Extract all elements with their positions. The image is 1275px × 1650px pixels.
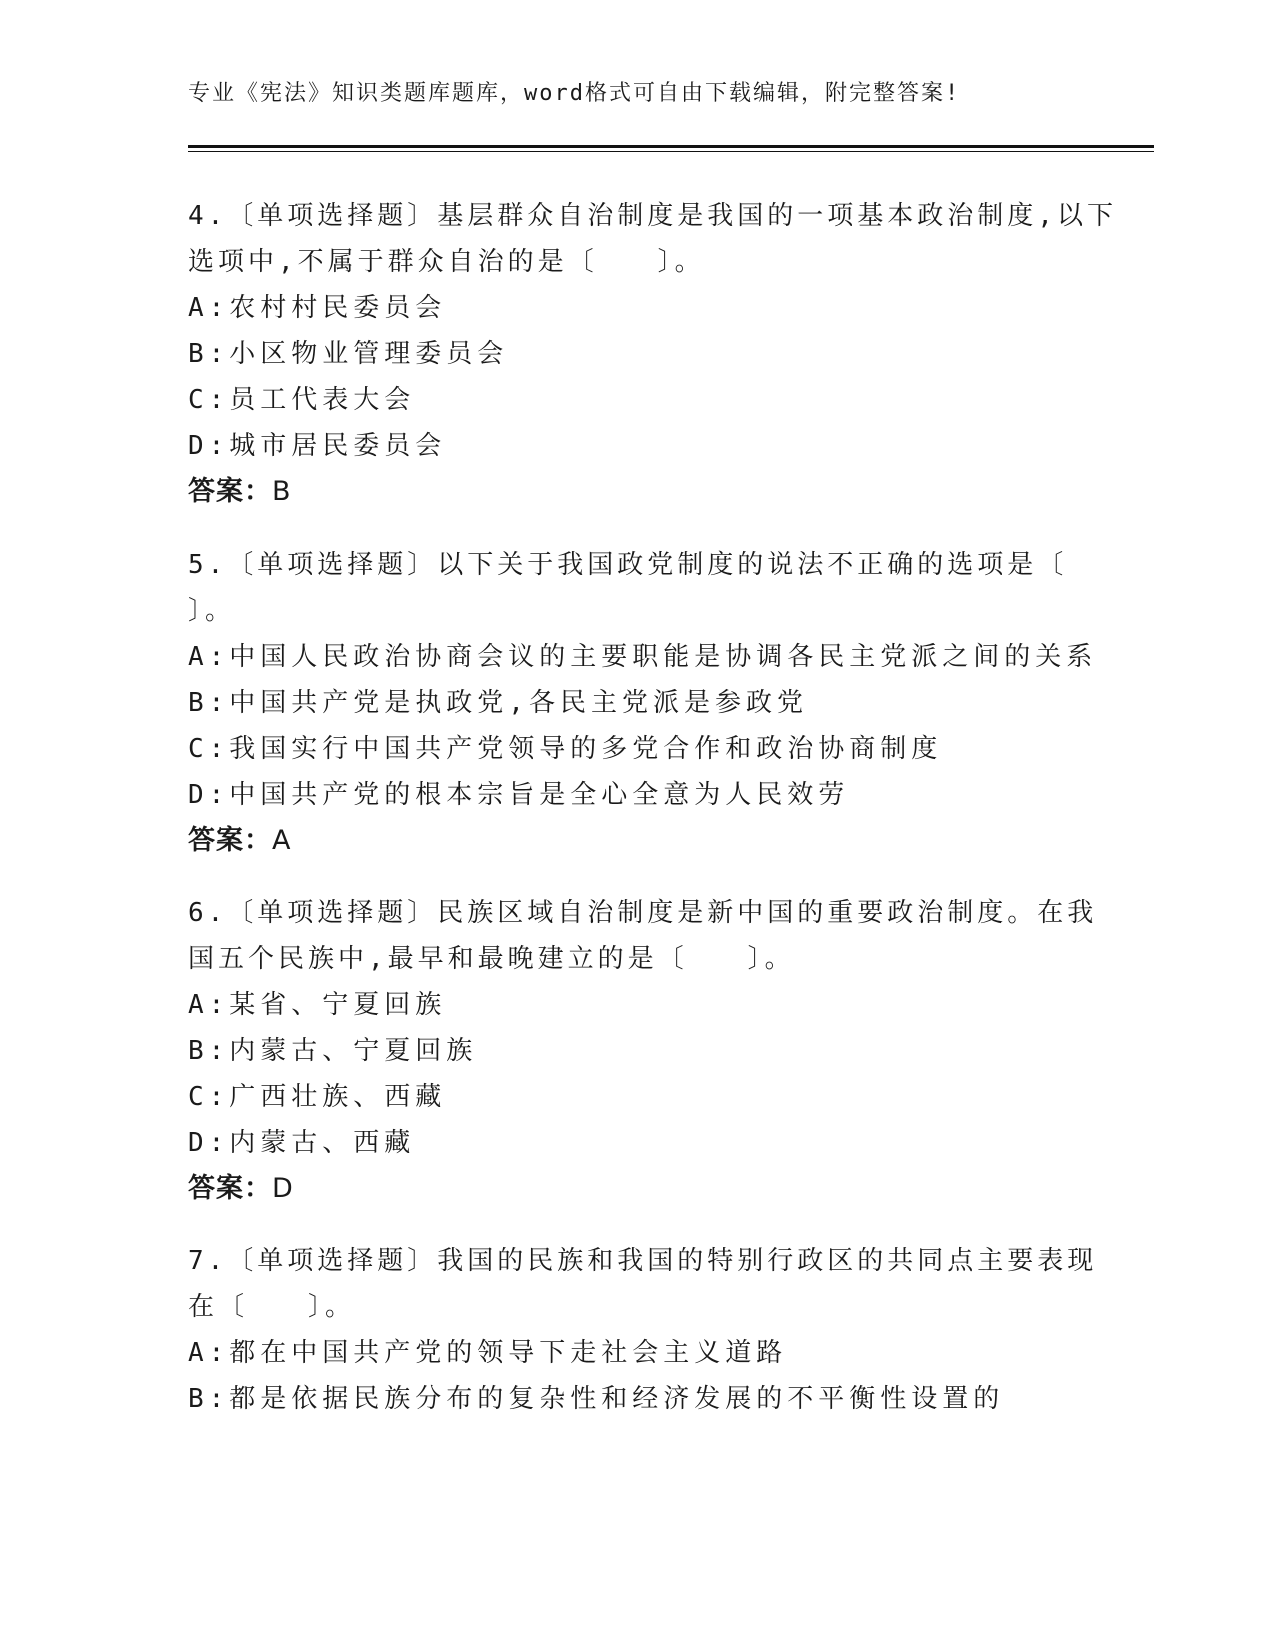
- answer-value: A: [272, 825, 292, 856]
- question-7: [188, 1238, 1098, 1422]
- answer-label: 答案：: [188, 825, 272, 856]
- question-stem-line: 〕。: [188, 596, 236, 626]
- question-stem-line: 5.〔单项选择题〕以下关于我国政党制度的说法不正确的选项是〔: [188, 550, 1068, 580]
- option-a: A:都在中国共产党的领导下走社会主义道路: [188, 1338, 788, 1368]
- header-divider-thin: [188, 151, 1154, 152]
- option-a: A:某省、宁夏回族: [188, 990, 447, 1020]
- question-4: [188, 193, 1117, 515]
- answer: [188, 1166, 1088, 1212]
- option-d: D:城市居民委员会: [188, 431, 447, 461]
- option-c: C:广西壮族、西藏: [188, 1082, 447, 1112]
- option-b: B:小区物业管理委员会: [188, 339, 509, 369]
- question-stem-line: 4.〔单项选择题〕基层群众自治制度是我国的一项基本政治制度,以下: [188, 201, 1117, 231]
- page-header: 专业《宪法》知识类题库题库，word格式可自由下载编辑，附完整答案!: [188, 81, 961, 106]
- question-stem-line: 7.〔单项选择题〕我国的民族和我国的特别行政区的共同点主要表现: [188, 1246, 1098, 1276]
- question-stem-line: 国五个民族中,最早和最晚建立的是〔 〕。: [188, 944, 795, 974]
- answer-label: 答案：: [188, 476, 272, 507]
- header-divider-thick: [188, 145, 1154, 148]
- question-stem-line: 在〔 〕。: [188, 1292, 356, 1322]
- question-stem-line: 选项中,不属于群众自治的是〔 〕。: [188, 247, 705, 277]
- answer: [188, 469, 1088, 515]
- option-c: C:员工代表大会: [188, 385, 416, 415]
- answer: [188, 818, 1088, 864]
- question-6: [188, 890, 1098, 1212]
- answer-label: 答案：: [188, 1173, 272, 1204]
- answer-value: B: [272, 476, 292, 507]
- option-c: C:我国实行中国共产党领导的多党合作和政治协商制度: [188, 734, 943, 764]
- option-b: B:中国共产党是执政党,各民主党派是参政党: [188, 688, 808, 718]
- option-a: A:农村村民委员会: [188, 293, 447, 323]
- option-d: D:中国共产党的根本宗旨是全心全意为人民效劳: [188, 780, 850, 810]
- answer-value: D: [272, 1173, 294, 1204]
- question-5: [188, 542, 1098, 864]
- option-b: B:都是依据民族分布的复杂性和经济发展的不平衡性设置的: [188, 1384, 1005, 1414]
- question-stem-line: 6.〔单项选择题〕民族区域自治制度是新中国的重要政治制度。在我: [188, 898, 1098, 928]
- option-b: B:内蒙古、宁夏回族: [188, 1036, 478, 1066]
- option-a: A:中国人民政治协商会议的主要职能是协调各民主党派之间的关系: [188, 642, 1098, 672]
- option-d: D:内蒙古、西藏: [188, 1128, 416, 1158]
